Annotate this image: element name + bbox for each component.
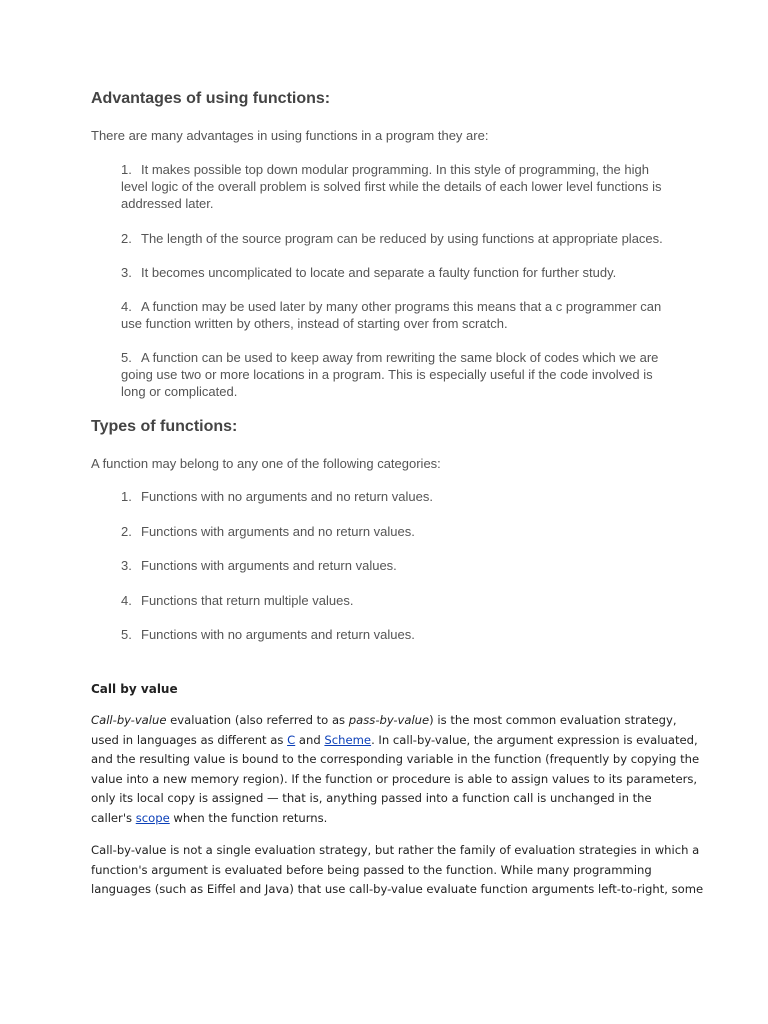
types-item-3 — [121, 557, 681, 574]
types-item-2 — [121, 523, 681, 540]
advantages-item-1 — [121, 161, 681, 213]
advantages-heading: Advantages of using functions: — [91, 90, 331, 107]
paragraph-line: languages (such as Eiffel and Java) that use call-by-value evaluate function arguments left-to-right, some — [91, 882, 704, 897]
list-number: 5. — [121, 627, 132, 642]
list-text-line: long or complicated. — [121, 384, 238, 400]
list-number: 4. — [121, 299, 132, 314]
term-pass-by-value: pass-by-value — [348, 713, 430, 727]
list-text: Functions with no arguments and return values. — [141, 627, 415, 642]
list-text-line: It makes possible top down modular programming. In this style of programming, the high — [141, 162, 649, 177]
call-by-value-paragraph-1 — [91, 711, 700, 829]
list-text-line: The length of the source program can be reduced by using functions at appropriate places. — [141, 231, 663, 246]
list-text: Functions with arguments and return values. — [141, 558, 397, 573]
list-text: Functions that return multiple values. — [141, 593, 354, 608]
list-text-line: use function written by others, instead of starting over from scratch. — [121, 316, 508, 332]
types-item-1 — [121, 488, 681, 505]
list-number: 1. — [121, 162, 132, 177]
text-run: when the function returns. — [169, 810, 328, 825]
call-by-value-paragraph-2 — [91, 841, 704, 900]
text-run: and — [295, 732, 325, 747]
list-text-line: A function may be used later by many other programs this means that a c programmer can — [141, 299, 662, 314]
text-run: ) is the most common evaluation strategy, — [429, 713, 677, 727]
list-text-line: level logic of the overall problem is solved first while the details of each lower level functions is — [121, 179, 662, 195]
list-text-line: going use two or more locations in a program. This is especially useful if the code involved is — [121, 367, 653, 383]
list-text-line: It becomes uncomplicated to locate and separate a faulty function for further study. — [141, 265, 617, 280]
advantages-item-5 — [121, 349, 681, 401]
link-scope[interactable]: scope — [135, 810, 170, 825]
text-run: evaluation (also referred to as — [166, 713, 349, 727]
link-scheme[interactable]: Scheme — [324, 732, 372, 747]
list-text: Functions with arguments and no return values. — [141, 524, 415, 539]
list-text: Functions with no arguments and no return values. — [141, 489, 433, 504]
text-run: used in languages as different as — [91, 732, 288, 747]
text-run: caller's — [91, 810, 136, 825]
paragraph-line: only its local copy is assigned — that is, anything passed into a function call is unchanged in the — [91, 791, 652, 806]
types-heading: Types of functions: — [91, 418, 238, 435]
types-intro: A function may belong to any one of the following categories: — [91, 456, 441, 471]
advantages-item-3 — [121, 264, 681, 281]
text-run: . In call-by-value, the argument expression is evaluated, — [371, 732, 698, 747]
call-by-value-heading: Call by value — [91, 682, 178, 696]
term-call-by-value: Call-by-value — [91, 713, 167, 727]
list-number: 5. — [121, 350, 132, 365]
list-number: 4. — [121, 593, 132, 608]
types-item-5 — [121, 626, 681, 643]
paragraph-line: function's argument is evaluated before being passed to the function. While many programming — [91, 862, 652, 877]
paragraph-line — [91, 731, 698, 751]
list-number: 2. — [121, 231, 132, 246]
list-number: 3. — [121, 558, 132, 573]
link-c[interactable]: C — [287, 732, 296, 747]
list-text-line: addressed later. — [121, 196, 214, 212]
list-text-line: A function can be used to keep away from rewriting the same block of codes which we are — [141, 350, 659, 365]
advantages-intro: There are many advantages in using functions in a program they are: — [91, 128, 489, 143]
paragraph-line: and the resulting value is bound to the corresponding variable in the function (frequently by copying the — [91, 752, 700, 767]
paragraph-line — [91, 809, 691, 829]
list-number: 3. — [121, 265, 132, 280]
paragraph-line — [91, 711, 691, 731]
types-item-4 — [121, 592, 681, 609]
paragraph-line: Call-by-value is not a single evaluation strategy, but rather the family of evaluation strategies in which a — [91, 843, 700, 857]
list-number: 2. — [121, 524, 132, 539]
advantages-item-2 — [121, 230, 681, 247]
paragraph-line: value into a new memory region). If the function or procedure is able to assign values to its parameters, — [91, 771, 698, 786]
advantages-item-4 — [121, 298, 681, 332]
list-number: 1. — [121, 489, 132, 504]
